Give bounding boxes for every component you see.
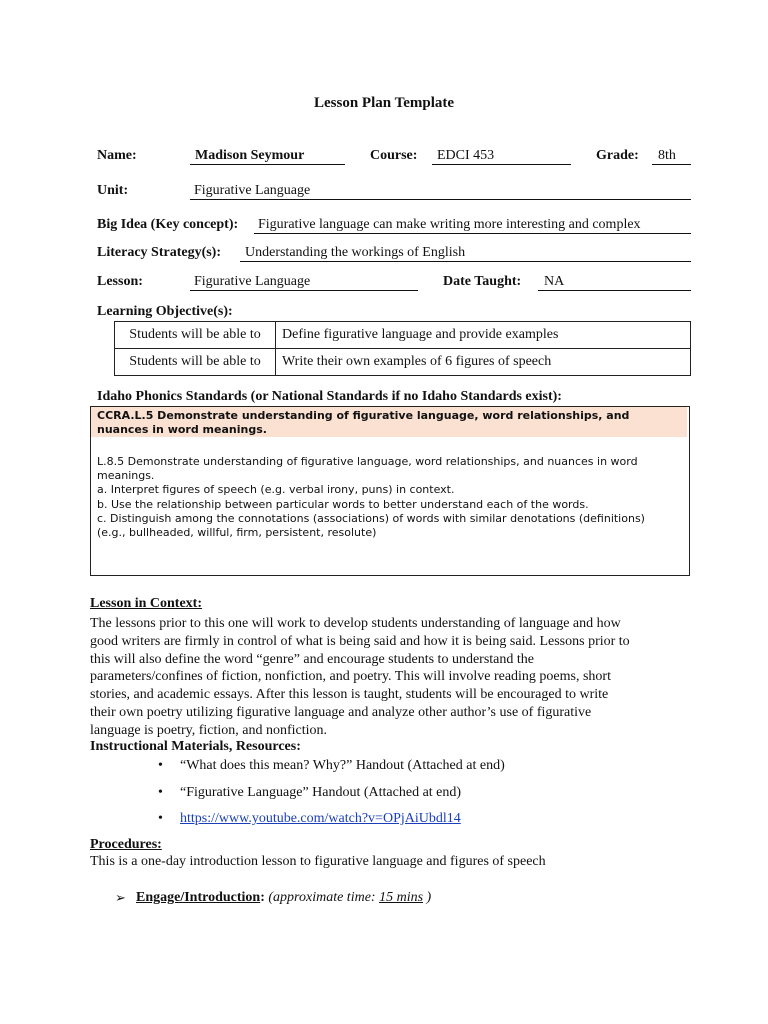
grade-value: 8th [652, 148, 691, 165]
big-idea-label: Big Idea (Key concept): [97, 217, 239, 232]
materials-heading: Instructional Materials, Resources: [90, 739, 301, 754]
unit-value: Figurative Language [190, 183, 691, 200]
standards-label: Idaho Phonics Standards (or National Standards if no Idaho Standards exist): [97, 389, 562, 404]
lesson-value: Figurative Language [190, 274, 418, 291]
paragraph-line: parameters/confines of fiction, nonfiction, and poetry. This will involve reading poems, short [90, 669, 611, 685]
bullet-icon: • [158, 758, 163, 773]
literacy-label: Literacy Strategy(s): [97, 245, 222, 260]
ccra-standard: CCRA.L.5 Demonstrate understanding of figurative language, word relationships, and nuances in word meanings. [91, 407, 687, 437]
procedures-text: This is a one-day introduction lesson to figurative language and figures of speech [90, 854, 546, 869]
youtube-link[interactable]: https://www.youtube.com/watch?v=OPjAiUbdl14 [180, 811, 461, 826]
engage-colon: : [260, 890, 265, 905]
grade-label: Grade: [596, 148, 639, 163]
course-label: Course: [370, 148, 418, 163]
objectives-label: Learning Objective(s): [97, 304, 233, 319]
standard-line: meanings. [97, 469, 155, 483]
standard-line: a. Interpret figures of speech (e.g. verbal irony, puns) in context. [97, 483, 455, 497]
paragraph-line: good writers are firmly in control of what is being said and how it is being said. Lessons prior to [90, 633, 630, 649]
standards-box [90, 406, 690, 576]
date-taught-value: NA [538, 274, 691, 291]
lesson-label: Lesson: [97, 274, 143, 289]
bullet-icon: • [158, 811, 163, 826]
paragraph-line: this will also define the word “genre” and encourage students to understand the [90, 651, 534, 667]
unit-label: Unit: [97, 183, 129, 198]
standard-line: b. Use the relationship between particular words to better understand each of the words. [97, 497, 589, 511]
course-value: EDCI 453 [432, 148, 571, 165]
engage-label: Engage/Introduction [136, 890, 261, 905]
standard-line: L.8.5 Demonstrate understanding of figurative language, word relationships, and nuances in word [97, 455, 638, 468]
big-idea-value: Figurative language can make writing more interesting and complex [254, 217, 691, 234]
context-heading: Lesson in Context: [90, 596, 203, 611]
table-row [115, 349, 691, 376]
paragraph-line: The lessons prior to this one will work to develop students understanding of language and how [90, 616, 621, 631]
table-row [115, 322, 691, 349]
arrow-bullet-icon: ➢ [115, 890, 126, 905]
page-title: Lesson Plan Template [313, 95, 455, 111]
engage-row [136, 890, 431, 906]
literacy-value: Understanding the workings of English [240, 245, 691, 262]
objectives-table [114, 321, 691, 376]
paragraph-line: stories, and academic essays. After this lesson is taught, students will be encouraged to write [90, 687, 609, 703]
approx-time-suffix: ) [423, 890, 432, 905]
name-value: Madison Seymour [190, 148, 345, 165]
context-paragraph [90, 615, 690, 740]
table-cell: Define figurative language and provide examples [276, 322, 691, 349]
material-item: “Figurative Language” Handout (Attached at end) [180, 785, 462, 800]
date-taught-label: Date Taught: [443, 274, 522, 289]
standard-line: (e.g., bullheaded, willful, firm, persistent, resolute) [97, 526, 377, 540]
table-cell: Write their own examples of 6 figures of speech [276, 349, 691, 376]
approx-time-value: 15 mins [379, 890, 424, 905]
table-cell: Students will be able to [115, 349, 276, 376]
approx-time-prefix: (approximate time: [268, 890, 380, 905]
bullet-icon: • [158, 785, 163, 800]
standard-line: c. Distinguish among the connotations (associations) of words with similar denotations (definitions) [97, 511, 645, 525]
procedures-heading: Procedures: [90, 837, 162, 852]
standards-text [97, 455, 683, 540]
paragraph-line: their own poetry utilizing figurative language and analyze other author’s use of figurative [90, 704, 592, 720]
material-item: “What does this mean? Why?” Handout (Attached at end) [180, 758, 505, 773]
table-cell: Students will be able to [115, 322, 276, 349]
name-label: Name: [97, 148, 137, 163]
paragraph-line: language is poetry, fiction, and nonfiction. [90, 722, 328, 738]
